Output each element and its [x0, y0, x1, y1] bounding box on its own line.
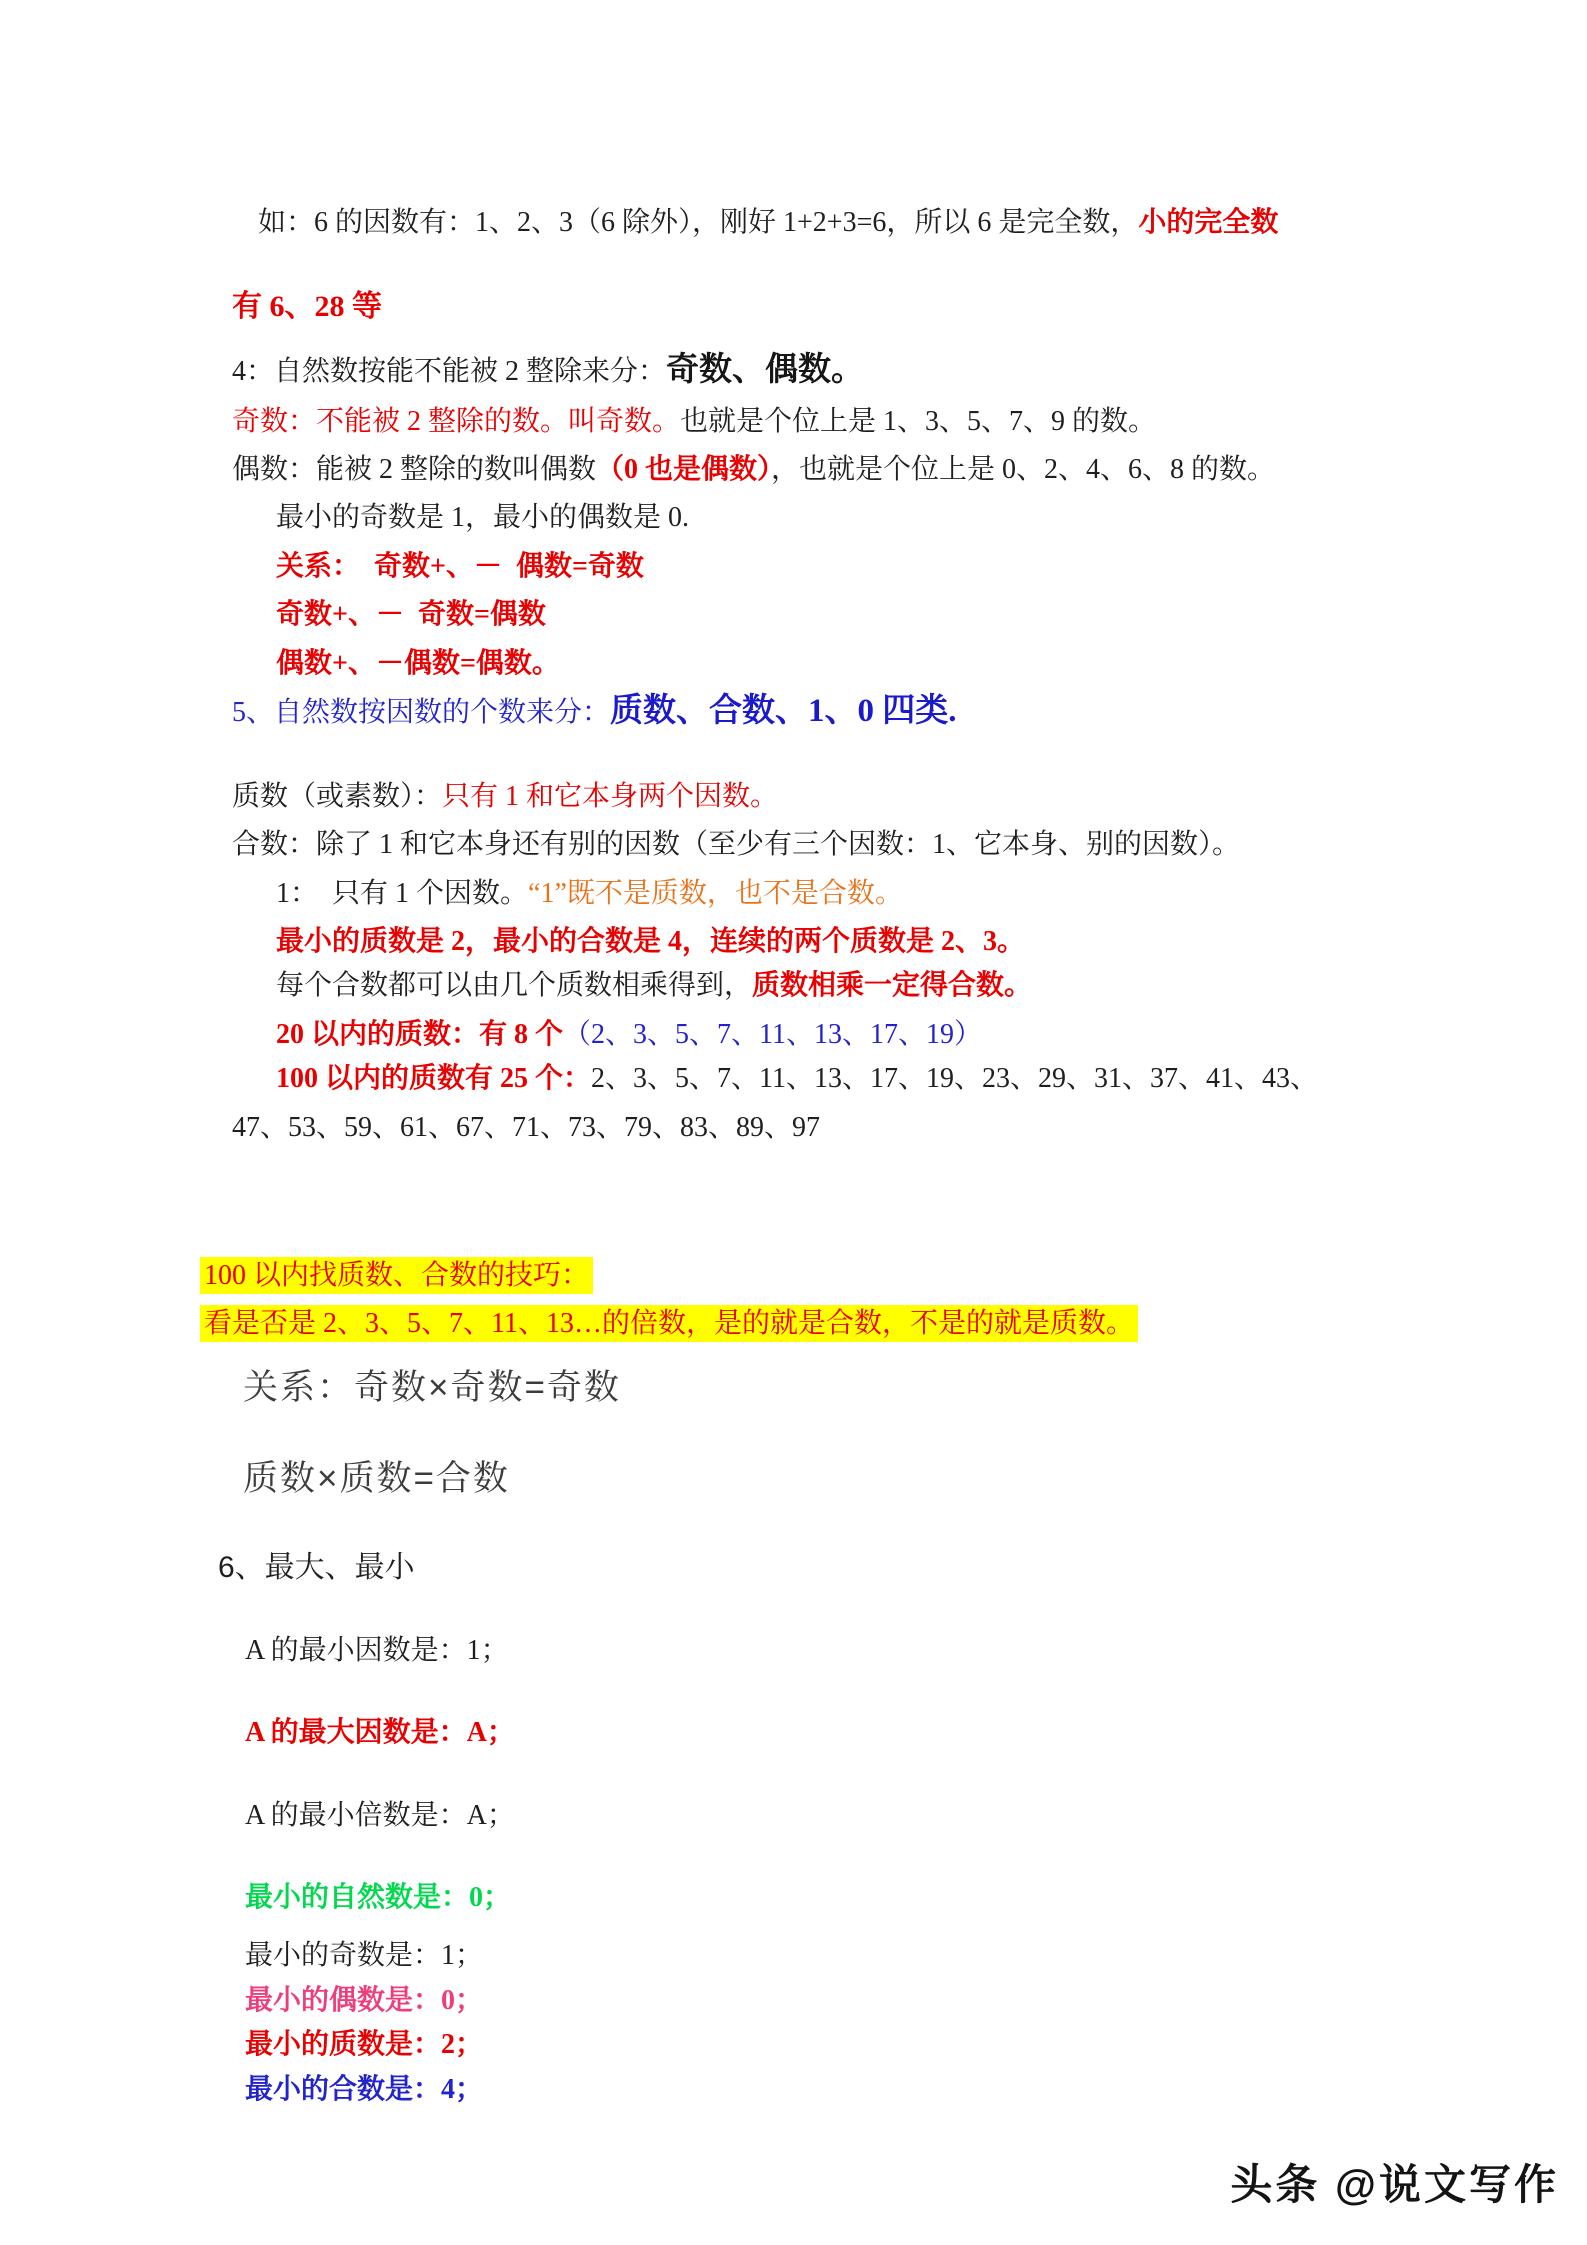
- text-segment: 奇数+、－ 奇数=偶数: [276, 599, 546, 631]
- text-line: [276, 597, 1557, 633]
- text-line: [276, 1061, 1557, 1097]
- text-segment: ，也就是个位上是 0、2、4、6、8 的数。: [771, 454, 1276, 486]
- text-segment: 也就是个位上是 1、3、5、7、9 的数。: [680, 405, 1157, 437]
- text-segment: 20 以内的质数：有 8 个: [276, 1018, 564, 1050]
- text-segment: 每个合数都可以由几个质数相乘得到，: [276, 970, 753, 1002]
- text-segment: 最小的奇数是：1；: [245, 1940, 484, 1972]
- text-line: [245, 1633, 1557, 1669]
- text-line: [232, 404, 1557, 440]
- text-line: [276, 646, 1557, 682]
- text-segment: （2、3、5、7、11、13、17、19）: [563, 1018, 982, 1050]
- document-body: [0, 205, 1587, 2108]
- text-line: [258, 205, 1557, 241]
- text-line: [245, 2072, 1557, 2108]
- text-segment: 如：6 的因数有：1、2、3（6 除外），刚好 1+2+3=6，所以 6 是完全数，: [258, 207, 1139, 238]
- text-line: [232, 452, 1557, 488]
- text-line: [243, 1365, 1557, 1411]
- text-line: [245, 2027, 1557, 2063]
- text-segment: 最小的合数是：4；: [245, 2073, 484, 2105]
- text-segment: 质数×质数=合数: [243, 1459, 510, 1499]
- text-segment: 最小的质数是 2，最小的合数是 4，连续的两个质数是 2、3。: [276, 926, 1026, 958]
- text-segment: 最小的偶数是：0；: [245, 1984, 484, 2016]
- text-segment: A 的最大因数是：A；: [245, 1717, 515, 1749]
- text-line: [218, 1548, 1557, 1587]
- text-line: [276, 1017, 1557, 1053]
- text-segment: 质数相乘一定得合数。: [752, 970, 1033, 1002]
- text-line: [245, 1715, 1557, 1751]
- text-segment: 100 以内的质数有 25 个：: [276, 1063, 592, 1095]
- text-segment: （0 也是偶数）: [596, 454, 772, 486]
- text-segment: 最小的奇数是 1，最小的偶数是 0.: [276, 502, 690, 534]
- text-segment: 100 以内找质数、合数的技巧：: [200, 1257, 593, 1294]
- text-segment: 质数、合数、1、0 四类.: [610, 693, 957, 730]
- text-segment: A 的最小因数是：1；: [245, 1634, 509, 1666]
- text-segment: A 的最小倍数是：A；: [245, 1799, 515, 1831]
- text-line: [232, 779, 1557, 815]
- text-segment: 偶数：能被 2 整除的数叫偶数: [232, 454, 597, 486]
- text-segment: 最小的自然数是：0；: [245, 1881, 512, 1913]
- text-segment: 奇数：不能被 2 整除的数。叫奇数。: [232, 405, 681, 437]
- text-segment: 关系： 奇数+、－ 偶数=奇数: [276, 550, 644, 582]
- text-line: [276, 924, 1557, 960]
- text-line: [243, 1456, 1557, 1502]
- text-line: [232, 287, 1557, 326]
- text-line: [276, 876, 1557, 912]
- text-line: [232, 827, 1557, 863]
- text-line: [232, 349, 1557, 392]
- text-line: [276, 549, 1557, 585]
- text-segment: 关系：奇数×奇数=奇数: [243, 1367, 621, 1407]
- text-segment: 小的完全数: [1138, 207, 1279, 238]
- text-segment: 看是否是 2、3、5、7、11、13…的倍数，是的就是合数，不是的就是质数。: [200, 1305, 1138, 1342]
- text-line: [232, 1110, 1557, 1146]
- text-segment: 只有 1 和它本身两个因数。: [442, 780, 779, 812]
- text-segment: 4：自然数按能不能被 2 整除来分：: [232, 355, 667, 387]
- text-line: [200, 1258, 1557, 1294]
- text-segment: 5、自然数按因数的个数来分：: [232, 697, 611, 729]
- text-line: [200, 1306, 1557, 1342]
- text-line: [245, 1798, 1557, 1834]
- text-segment: 2、3、5、7、11、13、17、19、23、29、31、37、41、43、: [591, 1063, 1318, 1095]
- text-segment: 质数（或素数）：: [232, 780, 443, 812]
- text-segment: 6、最大、最小: [218, 1550, 415, 1584]
- text-line: [276, 500, 1557, 536]
- text-line: [245, 1983, 1557, 2019]
- text-segment: 1： 只有 1 个因数。: [276, 877, 529, 909]
- text-segment: 奇数、偶数。: [666, 351, 865, 388]
- watermark: 头条 @说文写作: [1230, 2161, 1559, 2208]
- text-segment: “1”既不是质数，也不是合数。: [528, 877, 903, 909]
- text-line: [276, 968, 1557, 1004]
- text-segment: 有 6、28 等: [232, 290, 382, 324]
- text-segment: 合数：除了 1 和它本身还有别的因数（至少有三个因数：1、它本身、别的因数）。: [232, 829, 1241, 861]
- text-segment: 最小的质数是：2；: [245, 2029, 484, 2061]
- text-segment: 偶数+、－偶数=偶数。: [276, 647, 560, 679]
- text-line: [232, 690, 1557, 733]
- text-line: [245, 1880, 1557, 1916]
- text-line: [245, 1938, 1557, 1974]
- text-segment: 47、53、59、61、67、71、73、79、83、89、97: [232, 1111, 821, 1143]
